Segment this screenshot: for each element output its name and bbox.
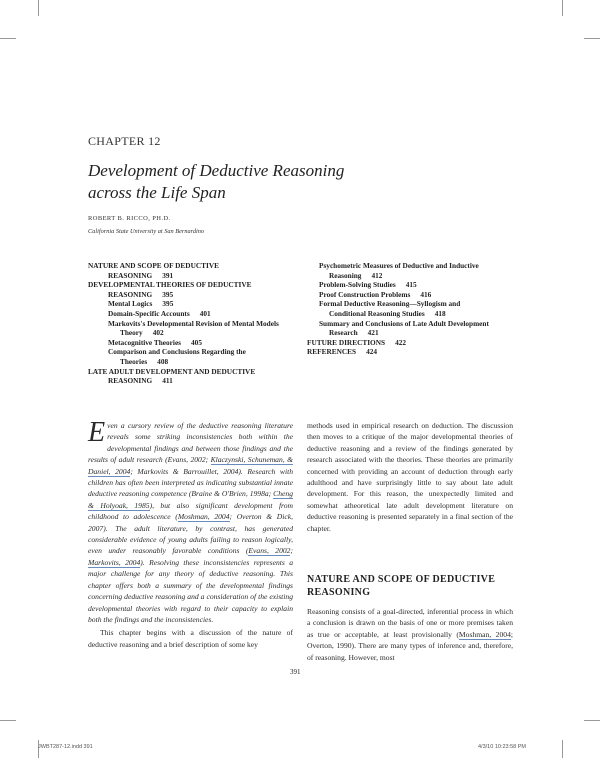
- toc-entry[interactable]: Psychometric Measures of Deductive and Inductive: [319, 261, 479, 270]
- crop-mark: [0, 38, 16, 39]
- toc-left-column: [88, 261, 298, 386]
- crop-mark: [562, 740, 563, 758]
- toc-entry[interactable]: Theory 402: [120, 328, 164, 338]
- toc-entry[interactable]: Conditional Reasoning Studies 418: [329, 308, 446, 318]
- toc-entry[interactable]: FUTURE DIRECTIONS 422: [307, 337, 407, 347]
- citation-link[interactable]: Moshman, 2004: [458, 629, 511, 639]
- toc-entry[interactable]: Research 421: [329, 328, 379, 338]
- author-affiliation: California State University at San Bernardino: [88, 228, 205, 235]
- crop-mark: [584, 720, 600, 721]
- toc-entry[interactable]: NATURE AND SCOPE OF DEDUCTIVE: [88, 261, 219, 270]
- left-text-column: [88, 417, 294, 650]
- toc-entry[interactable]: Proof Construction Problems 416: [319, 289, 432, 299]
- toc-entry[interactable]: Summary and Conclusions of Late Adult Development: [319, 318, 489, 328]
- toc-entry[interactable]: Metacognitive Theories 405: [108, 337, 202, 347]
- right-text-column-bottom: [307, 606, 513, 663]
- toc-entry[interactable]: REASONING 395: [108, 289, 174, 299]
- toc-entry[interactable]: Theories 408: [120, 356, 169, 366]
- drop-cap: E: [88, 417, 106, 448]
- chapter-label: CHAPTER 12: [88, 134, 161, 148]
- toc-entry[interactable]: Domain-Specific Accounts 401: [108, 308, 211, 318]
- citation-link[interactable]: Cheng & Holyoak, 1985: [88, 489, 293, 510]
- toc-entry[interactable]: Markovits's Developmental Revision of Mental Models: [108, 318, 279, 328]
- crop-mark: [562, 0, 563, 16]
- body-paragraph: methods used in empirical research on deduction. The discussion then moves to a critique of the major developmental theories of deductive reasoning and a review of the findings generated by research associated with the theories. These theories are primarily concerned with providing an account of deduction through early adulthood and have surprisingly little to say about late adult development. For this reason, the unexpectedly limited and somewhat atheoretical late adult development literature on deductive reasoning is presented separately in a final section of the chapter.: [307, 421, 513, 533]
- toc-entry[interactable]: Reasoning 412: [329, 270, 383, 280]
- toc-entry[interactable]: Problem-Solving Studies 415: [319, 280, 417, 290]
- abstract-paragraph: Even a cursory review of the deductive reasoning literature reveals some striking inconsistencies both within the developmental findings and between those findings and the results of adult research (Evans, 2002; Klaczynski, Schuneman, & Daniel, 2004; Markovits & Barrouillet, 2004). Research with children has often been interpreted as indicating substantial innate deductive reasoning competence (Braine & O'Brien, 1998a; Cheng & Holyoak, 1985), but also significant development from childhood to adolescence (Moshman, 2004; Overton & Dick, 2007). The adult literature, by contrast, has generated considerable evidence of young adults failing to reason logically, even under reasonably favorable conditions (Evans, 2002; Markovits, 2004). Resolving these inconsistencies represents a major challenge for any theory of deductive reasoning. This chapter offers both a summary of the developmental findings concerning deductive reasoning and a consideration of the existing developmental theories with regard to their capacity to explain both the findings and the inconsistencies.: [88, 417, 294, 624]
- toc-right-column: [307, 261, 527, 357]
- footer-timestamp: 4/3/10 10:23:58 PM: [478, 744, 527, 750]
- author-name: ROBERT B. RICCO, PH.D.: [88, 215, 171, 222]
- toc-entry[interactable]: REASONING 411: [108, 376, 173, 386]
- toc-entry[interactable]: Mental Logics 395: [108, 299, 174, 309]
- chapter-title: [88, 160, 344, 204]
- section-heading: NATURE AND SCOPE OF DEDUCTIVE REASONING: [307, 574, 496, 598]
- toc-entry[interactable]: LATE ADULT DEVELOPMENT AND DEDUCTIVE: [88, 366, 256, 376]
- toc-entry[interactable]: REASONING 391: [108, 270, 174, 280]
- citation-link[interactable]: Markovits, 2004: [88, 557, 141, 567]
- crop-mark: [584, 38, 600, 39]
- toc-entry[interactable]: Formal Deductive Reasoning—Syllogism and: [319, 299, 461, 309]
- citation-link[interactable]: Evans, 2002: [248, 546, 291, 556]
- body-paragraph: Reasoning consists of a goal-directed, inferential process in which a conclusion is drawn on the basis of one or more premises taken as true or acceptable, at least provisionally (Moshman, 2004; Overton, 1990). There are many types of inference and, therefore, of reasoning. However, most: [307, 607, 513, 662]
- toc-entry[interactable]: DEVELOPMENTAL THEORIES OF DEDUCTIVE: [88, 280, 252, 290]
- toc-entry[interactable]: Comparison and Conclusions Regarding the: [108, 347, 246, 357]
- footer-file-info: JWBT287-12.indd 391: [38, 744, 93, 750]
- title-line-2: across the Life Span: [88, 183, 226, 202]
- body-paragraph: This chapter begins with a discussion of the nature of deductive reasoning and a brief description of some key: [88, 628, 293, 649]
- page-number: 391: [290, 668, 301, 676]
- crop-mark: [38, 0, 39, 16]
- right-text-column-top: [307, 420, 513, 534]
- citation-link[interactable]: Klaczynski, Schuneman, & Daniel, 2004: [88, 455, 293, 476]
- citation-link[interactable]: Moshman, 2004: [177, 512, 230, 522]
- toc-entry[interactable]: REFERENCES 424: [307, 347, 378, 357]
- title-line-1: Development of Deductive Reasoning: [88, 161, 345, 180]
- crop-mark: [0, 720, 16, 721]
